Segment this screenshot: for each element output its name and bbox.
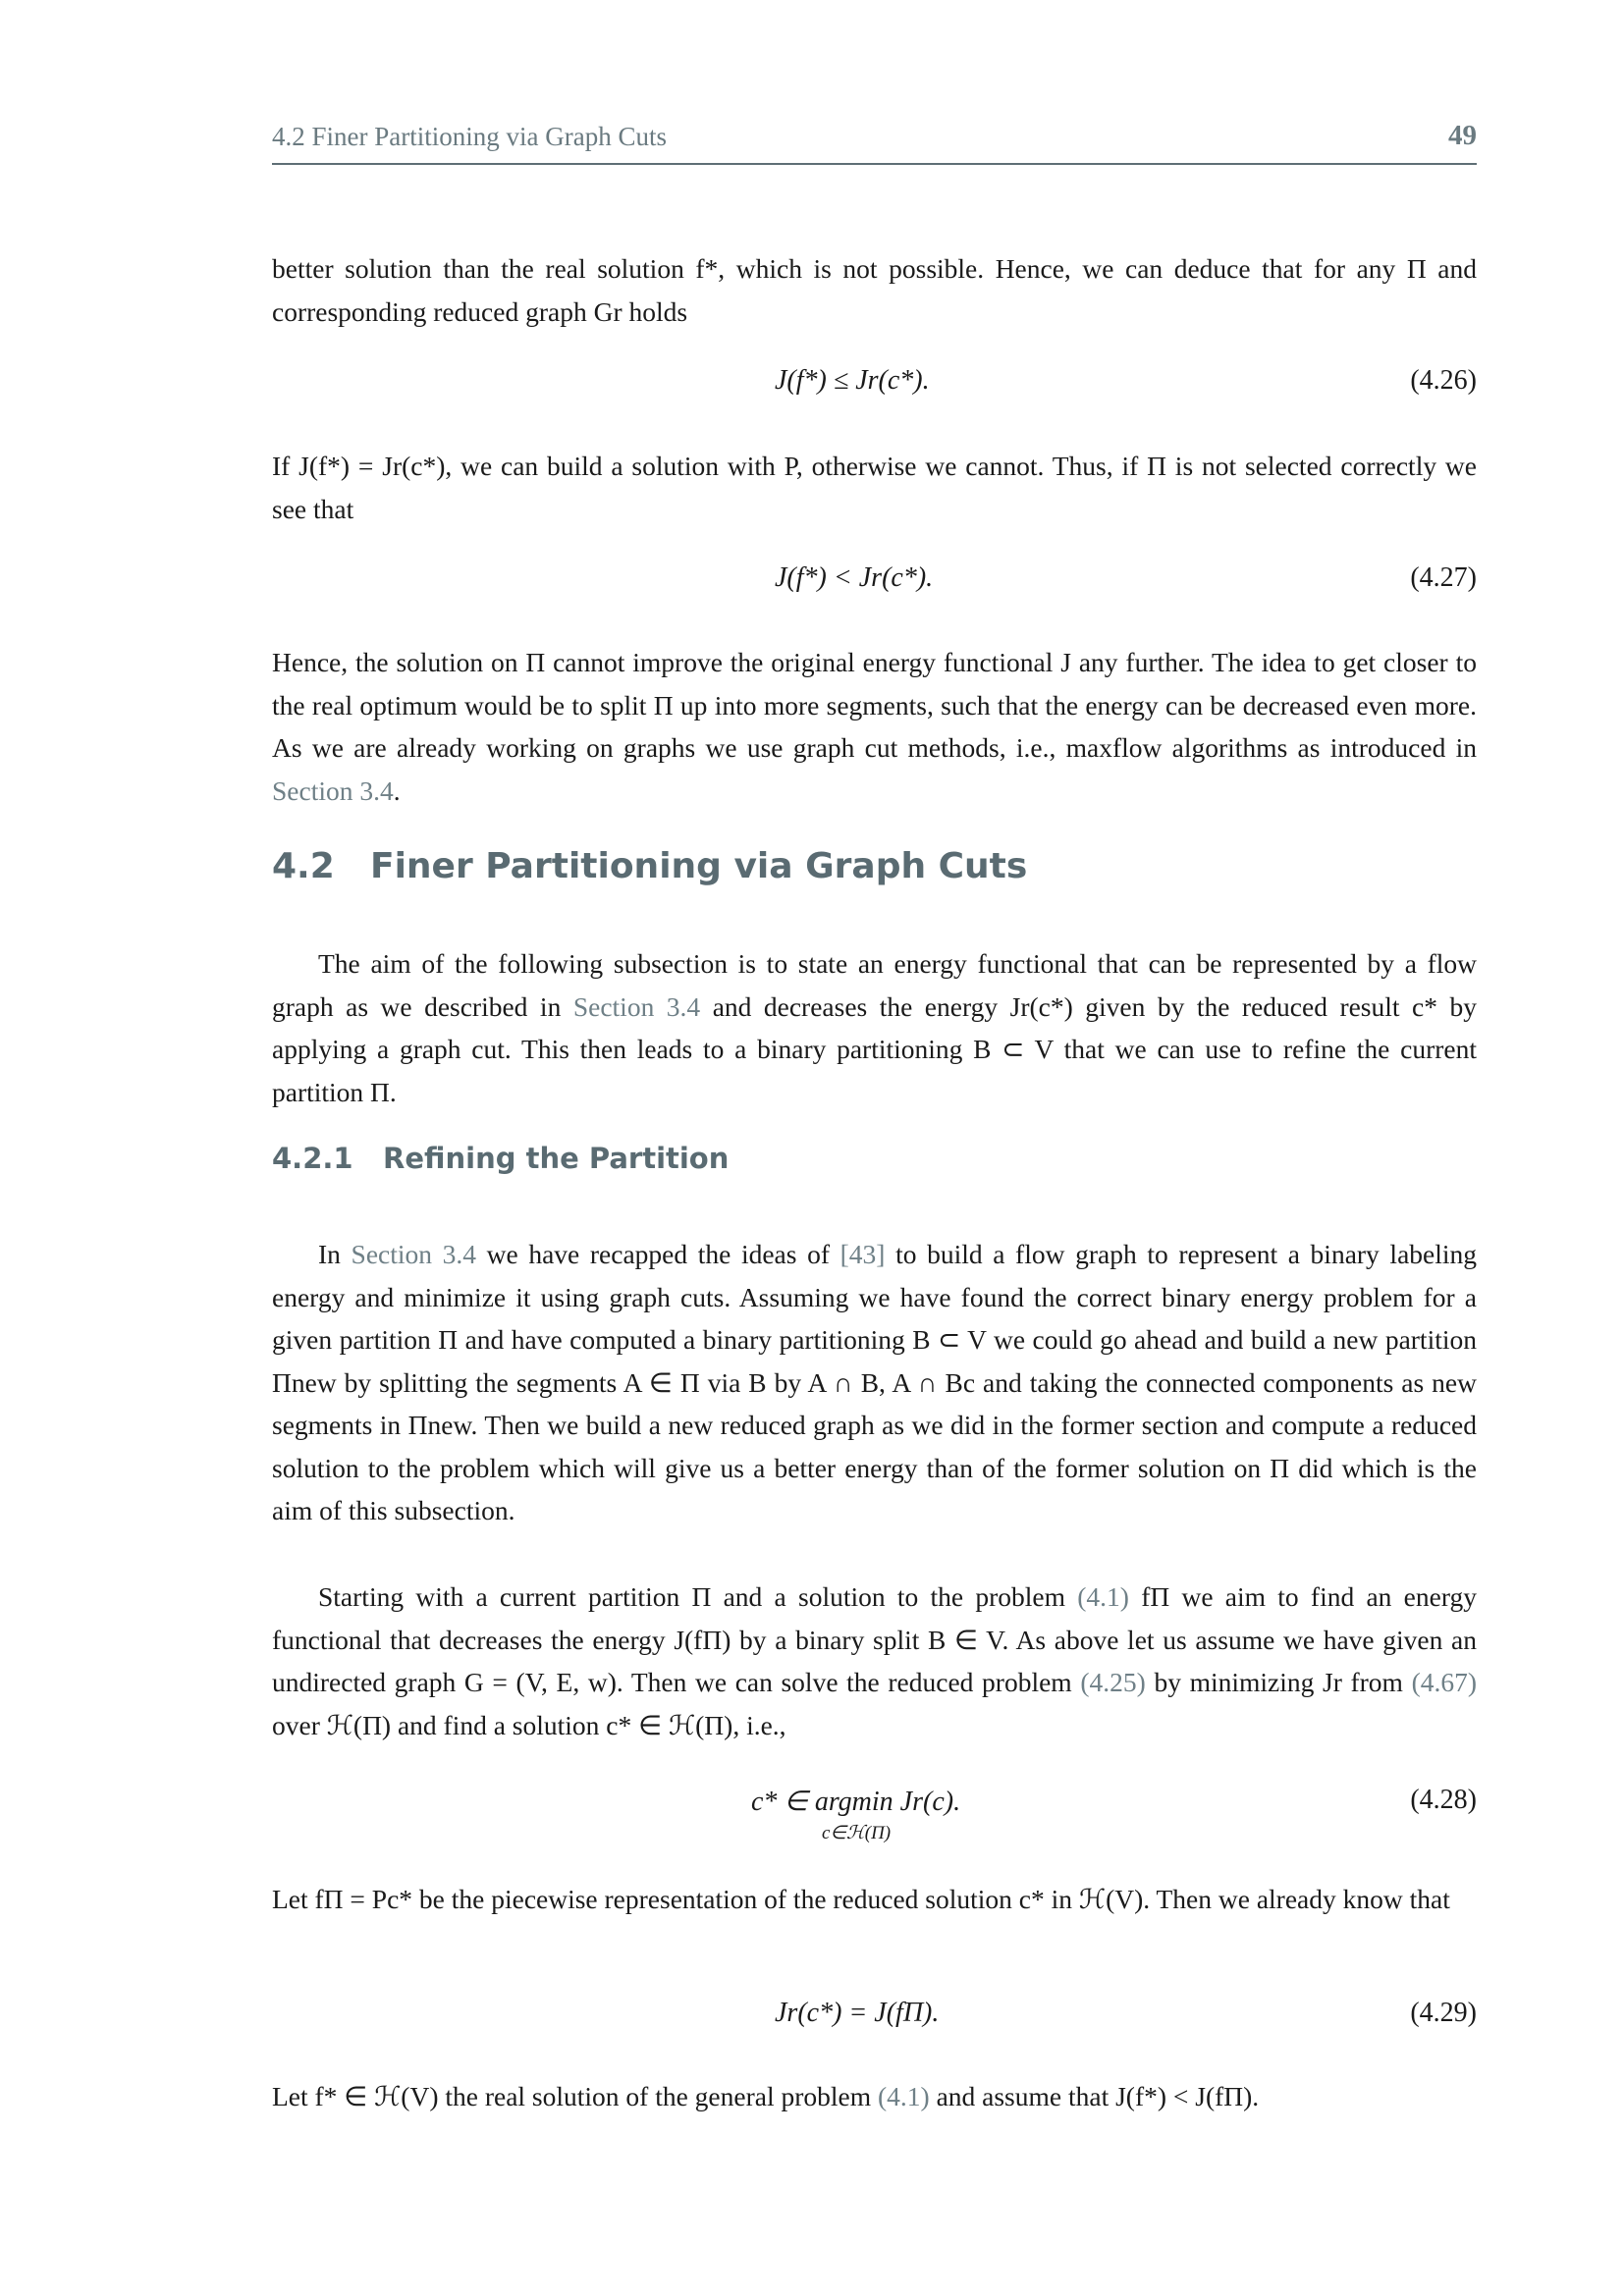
paragraph-text: and assume that J(f*) < J(fΠ). — [936, 2081, 1260, 2111]
equation-4-28 — [272, 1785, 1477, 1853]
paragraph — [272, 1233, 1477, 1532]
section-link[interactable]: Section 3.4 — [572, 990, 701, 1022]
paragraph — [272, 641, 1477, 812]
paragraph-text: over ℋ(Π) and find a solution c* ∈ ℋ(Π), i.e., — [272, 1709, 786, 1740]
equation-4-26 — [272, 365, 1477, 408]
paragraph-text: fΠ we aim to find an energy functional that decreases the energy J(fΠ) by a binary split B ∈ V. As above let us assume we have given an undirected graph G = (V, E, w). Then we can solve the reduced problem — [272, 1581, 1477, 1697]
paragraph: If J(f*) = Jr(c*), we can build a solution with P, otherwise we cannot. Thus, if Π is not selected correctly we see that — [272, 451, 1477, 524]
running-header — [272, 120, 1477, 165]
paragraph-text: In — [318, 1239, 341, 1269]
equation-4-29 — [272, 1998, 1477, 2041]
paragraph-text: Starting with a current partition Π and a solution to the problem — [318, 1581, 1065, 1612]
subsection-heading — [272, 1142, 729, 1175]
paragraph — [272, 1575, 1477, 1746]
equation-expression: c* ∈ argmin Jr(c). — [751, 1787, 961, 1817]
citation-link[interactable]: [43] — [839, 1239, 886, 1269]
equation-number: (4.29) — [1410, 1998, 1477, 2028]
paragraph-text: and decreases the energy Jr(c*) given by the reduced result c* by applying a graph cut. This then leads to a binary partitioning B ⊂ V that we can use to refine the current partition Π. — [272, 990, 1477, 1107]
equation-number: (4.27) — [1410, 562, 1477, 593]
equation-expression: J(f*) < Jr(c*). — [775, 562, 934, 593]
section-number: 4.2 — [272, 846, 335, 886]
equation-link[interactable]: (4.67) — [1411, 1667, 1478, 1697]
equation-number: (4.28) — [1410, 1785, 1477, 1815]
subsection-title: Refining the Partition — [383, 1142, 730, 1175]
paragraph-text: we have recapped the ideas of — [486, 1239, 830, 1269]
section-link[interactable]: Section 3.4 — [351, 1239, 477, 1269]
equation-expression: Jr(c*) = J(fΠ). — [775, 1998, 940, 2028]
section-link[interactable]: Section 3.4 — [272, 774, 394, 806]
paragraph: better solution than the real solution f*, which is not possible. Hence, we can deduce that for any Π and corresponding reduced graph Gr holds — [272, 253, 1477, 327]
subsection-number: 4.2.1 — [272, 1142, 353, 1175]
section-title: Finer Partitioning via Graph Cuts — [370, 846, 1028, 886]
period: . — [393, 774, 401, 806]
equation-expression: J(f*) ≤ Jr(c*). — [775, 365, 930, 396]
paragraph-text: Hence, the solution on Π cannot improve the original energy functional J any further. The idea to get closer to the real optimum would be to split Π up into more segments, such that the energy can be decreased even more. As we are already working on graphs we use graph cut methods, i.e., maxflow algorithms as introduced in — [272, 647, 1477, 763]
running-title: 4.2 Finer Partitioning via Graph Cuts — [272, 122, 667, 151]
equation-link[interactable]: (4.1) — [1077, 1581, 1129, 1612]
paragraph: Let fΠ = Pc* be the piecewise representation of the reduced solution c* in ℋ(V). Then we already know that — [272, 1884, 1450, 1914]
paragraph-text: The aim of the following subsection is to state an energy functional that can be represented by a flow graph as we described in — [272, 948, 1477, 1022]
paragraph-text: Let f* ∈ ℋ(V) the real solution of the general problem — [272, 2081, 872, 2111]
paragraph — [272, 2075, 1477, 2118]
paragraph-text: to build a flow graph to represent a binary labeling energy and minimize it using graph cuts. Assuming we have found the correct binary energy problem for a given partition Π and have computed a binary partitioning B ⊂ V we could go ahead and build a new partition Πnew by splitting the segments A ∈ Π via B by A ∩ B, A ∩ Bc and taking the connected components as new segments in Πnew. Then we build a new reduced graph as we did in the former section and compute a reduced solution to the problem which will give us a better energy than of the former solution on Π did which is the aim of this subsection. — [272, 1239, 1478, 1525]
section-heading — [272, 846, 1027, 886]
equation-number: (4.26) — [1410, 365, 1477, 396]
page-number: 49 — [1448, 120, 1477, 151]
paragraph — [272, 942, 1477, 1113]
equation-4-27 — [272, 562, 1477, 606]
paragraph-text: by minimizing Jr from — [1154, 1667, 1403, 1697]
equation-link[interactable]: (4.25) — [1080, 1667, 1146, 1697]
equation-link[interactable]: (4.1) — [877, 2081, 930, 2111]
argmin-subscript: c∈ℋ(Π) — [822, 1823, 892, 1843]
